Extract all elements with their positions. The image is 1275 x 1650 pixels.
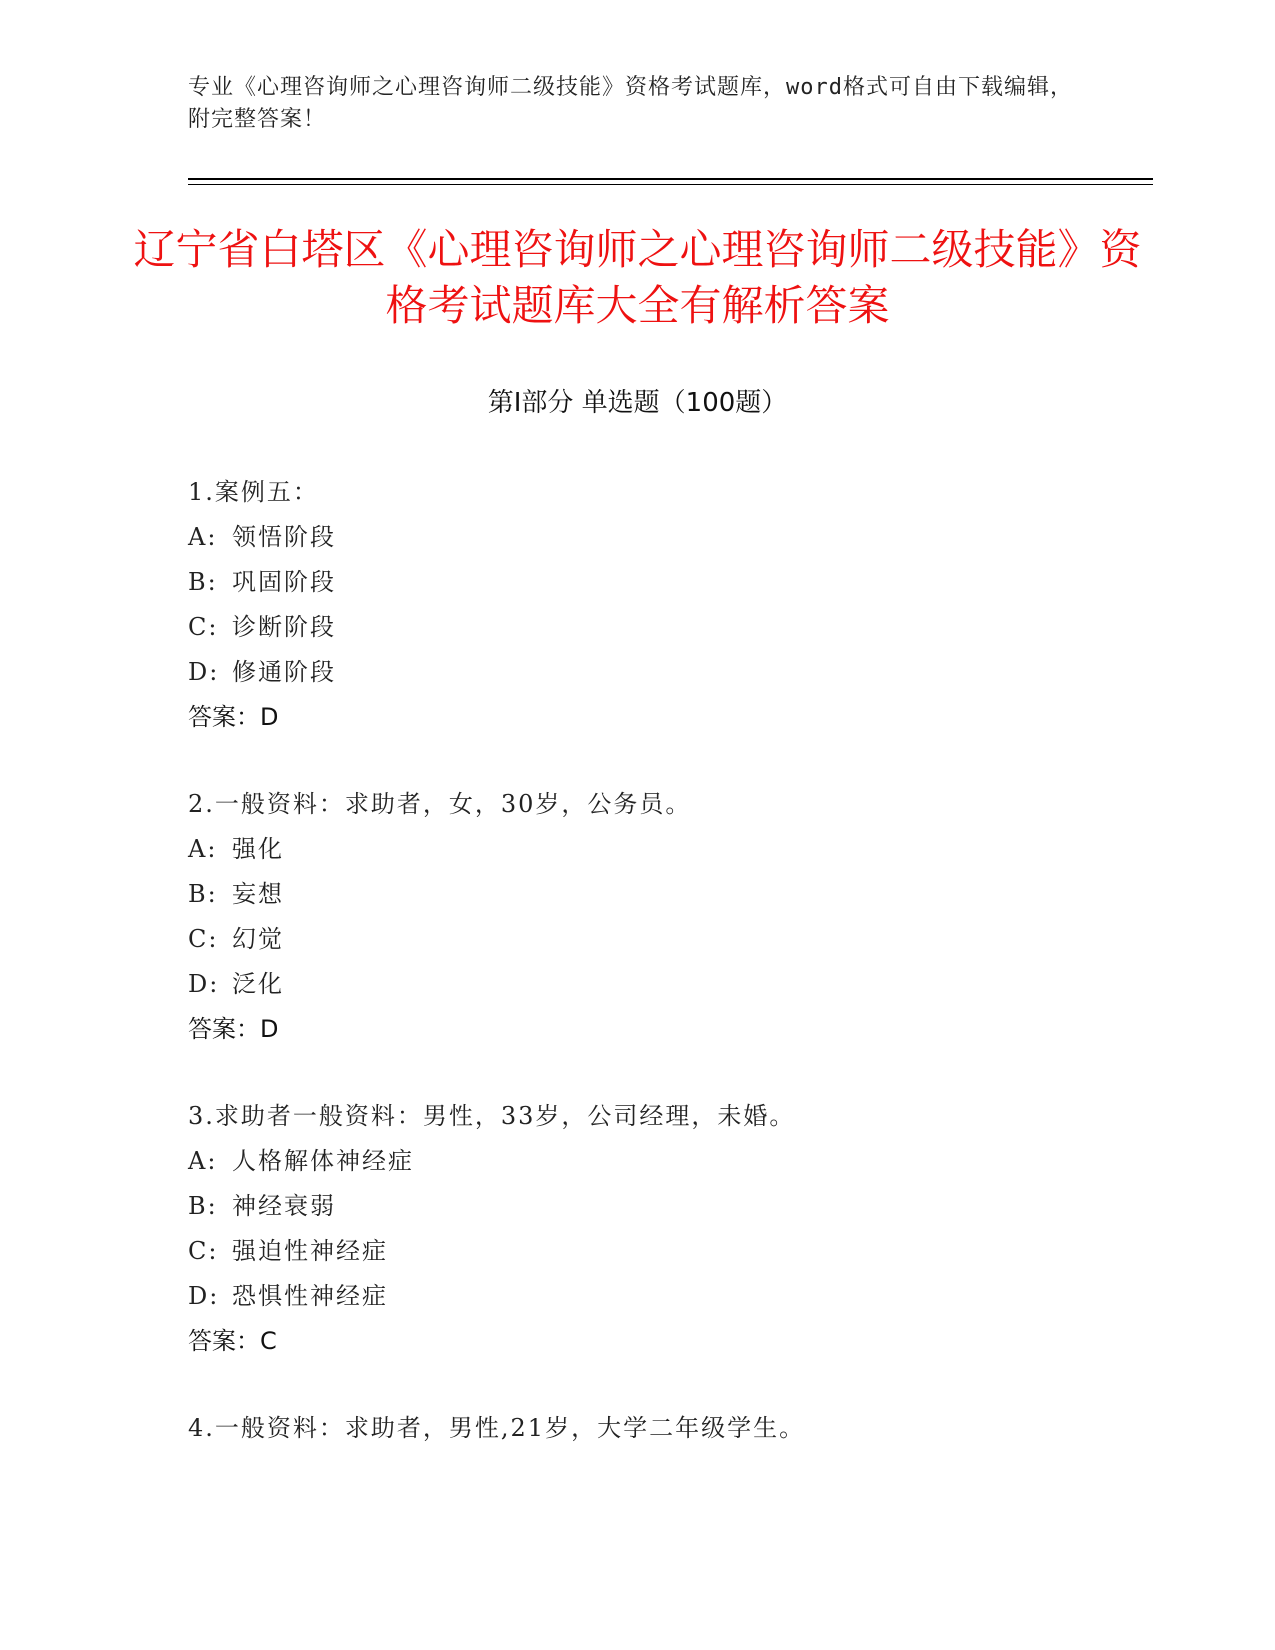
option-text: 诊断阶段 [232,613,336,641]
option-key: D: [188,970,220,998]
answer: 答案：D [188,1015,279,1043]
option-key: B: [188,880,218,908]
question-1 [188,470,1148,740]
option-c [188,917,1148,962]
document-title: 辽宁省白塔区《心理咨询师之心理咨询师二级技能》资格考试题库大全有解析答案 [133,225,1142,330]
option-text: 强迫性神经症 [232,1237,388,1265]
option-text: 幻觉 [232,925,284,953]
option-key: A: [188,523,218,551]
option-d [188,962,1148,1007]
option-key: C: [188,925,219,953]
option-key: B: [188,1192,218,1220]
option-a [188,827,1148,872]
header-note: 专业《心理咨询师之心理咨询师二级技能》资格考试题库，word格式可自由下载编辑，附完整答案！ [188,75,1073,132]
option-key: C: [188,1237,219,1265]
question-stem: 1.案例五： [188,478,319,506]
option-key: D: [188,1282,220,1310]
question-stem: 4.一般资料：求助者，男性,21岁，大学二年级学生。 [188,1414,806,1442]
question-2 [188,782,1148,1052]
option-key: A: [188,1147,218,1175]
option-a [188,515,1148,560]
option-b [188,872,1148,917]
option-text: 泛化 [232,970,284,998]
option-text: 强化 [232,835,284,863]
option-text: 恐惧性神经症 [232,1282,388,1310]
answer: 答案：C [188,1327,277,1355]
option-text: 修通阶段 [232,658,336,686]
header-divider [188,178,1153,180]
option-text: 妄想 [232,880,284,908]
question-4 [188,1406,1148,1451]
option-c [188,605,1148,650]
option-b [188,1184,1148,1229]
section-title: 第Ⅰ部分 单选题（100题） [487,388,788,418]
option-key: D: [188,658,220,686]
option-b [188,560,1148,605]
option-c [188,1229,1148,1274]
header-divider-thin [188,184,1153,185]
option-key: A: [188,835,218,863]
answer: 答案：D [188,703,279,731]
option-text: 神经衰弱 [232,1192,336,1220]
question-stem: 2.一般资料：求助者，女，30岁，公务员。 [188,790,692,818]
option-key: B: [188,568,218,596]
option-text: 人格解体神经症 [232,1147,414,1175]
question-list [188,470,1148,1493]
option-d [188,650,1148,695]
option-text: 领悟阶段 [232,523,336,551]
option-text: 巩固阶段 [232,568,336,596]
question-stem: 3.求助者一般资料：男性，33岁，公司经理，未婚。 [188,1102,796,1130]
option-a [188,1139,1148,1184]
question-3 [188,1094,1148,1364]
option-key: C: [188,613,219,641]
option-d [188,1274,1148,1319]
